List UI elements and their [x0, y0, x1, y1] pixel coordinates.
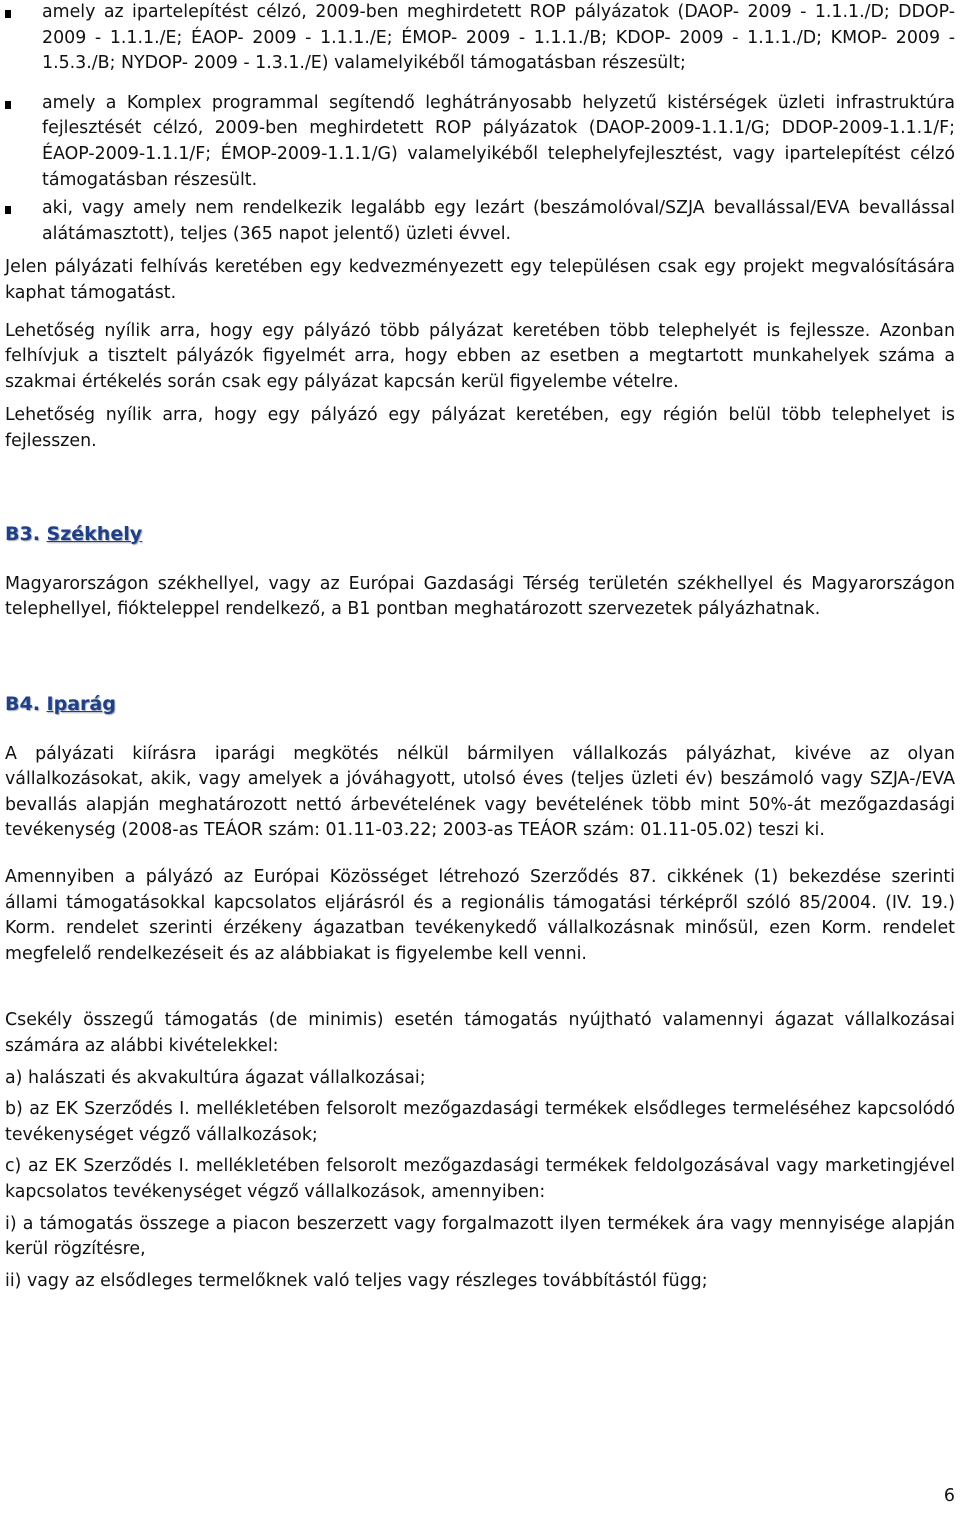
- section-number: B3.: [5, 522, 40, 545]
- section-title: Székhely: [46, 522, 143, 545]
- bullet-item: [5, 196, 955, 247]
- section-heading-b3: [5, 521, 955, 547]
- paragraph: Amennyiben a pályázó az Európai Közösséget létrehozó Szerződés 87. cikkének (1) bekezdése szerinti állami támogatásokkal kapcsolatos eljárásról és a regionális támogatási térképről szóló 85/2004. (IV. 19.) Korm. rendelet szerinti érzékeny ágazatban tevékenykedő vállalkozásnak minősül, ezen Korm. rendelet megfelelő rendelkezéseit és az alábbiakat is figyelembe kell venni.: [5, 867, 955, 964]
- list-item: c) az EK Szerződés I. mellékletében felsorolt mezőgazdasági termékek feldolgozásával vagy marketingjével kapcsolatos tevékenységet végző vállalkozások, amennyiben:: [5, 1156, 955, 1202]
- paragraph: Lehetőség nyílik arra, hogy egy pályázó egy pályázat keretében, egy régión belül több telephelyet is fejlesszen.: [5, 405, 955, 451]
- page-number: 6: [943, 1486, 955, 1506]
- square-bullet-icon: [5, 101, 11, 109]
- bullet-item: [5, 91, 955, 193]
- list-item: ii) vagy az elsődleges termelőknek való teljes vagy részleges továbbítástól függ;: [5, 1270, 708, 1291]
- paragraph: A pályázati kiírásra iparági megkötés nélkül bármilyen vállalkozás pályázhat, kivéve az olyan vállalkozásokat, akik, vagy amelyek a jóváhagyott, utolsó éves (teljes üzleti év) beszámoló vagy SZJA-/EVA bevallás alapján meghatározott nettó árbevételének vagy bevételének több mint 50%-át mezőgazdasági tevékenység (2008-as TEÁOR szám: 01.11-03.22; 2003-as TEÁOR szám: 01.11-05.02) teszi ki.: [5, 743, 955, 841]
- bullet-text: aki, vagy amely nem rendelkezik legalább egy lezárt (beszámolóval/SZJA bevallással/EVA bevallással alátámasztott), teljes (365 napot jelentő) üzleti évvel.: [42, 198, 955, 244]
- list-item: b) az EK Szerződés I. mellékletében felsorolt mezőgazdasági termékek elsődleges termeléséhez kapcsolódó tevékenységet végző vállalkozások;: [5, 1099, 955, 1145]
- list-item: a) halászati és akvakultúra ágazat vállalkozásai;: [5, 1067, 426, 1088]
- list-item: i) a támogatás összege a piacon beszerzett vagy forgalmazott ilyen termékek ára vagy mennyisége alapján kerül rögzítésre,: [5, 1213, 955, 1260]
- square-bullet-icon: [5, 10, 11, 18]
- bullet-text: amely az ipartelepítést célzó, 2009-ben meghirdetett ROP pályázatok (DAOP- 2009 - 1.1.1./D; DDOP- 2009 - 1.1.1./E; ÉAOP- 2009 - 1.1.1./E; ÉMOP- 2009 - 1.1.1./B; KDOP- 2009 - 1.1.1./D; KMOP- 2009 - 1.5.3./B; NYDOP- 2009 - 1.3.1./E) valamelyikéből támogatásban részesült;: [42, 2, 955, 74]
- paragraph: Jelen pályázati felhívás keretében egy kedvezményezett egy településen csak egy projekt megvalósítására kaphat támogatást.: [5, 257, 955, 303]
- document-page: [5, 0, 955, 1294]
- section-number: B4.: [5, 692, 40, 715]
- bullet-item: [5, 0, 955, 77]
- section-heading-b4: [5, 691, 955, 717]
- paragraph: Magyarországon székhellyel, vagy az Európai Gazdasági Térség területén székhellyel és Magyarországon telephellyel, fiókteleppel rendelkező, a B1 pontban meghatározott szervezetek pályázhatnak.: [5, 573, 955, 620]
- paragraph: Csekély összegű támogatás (de minimis) esetén támogatás nyújtható valamennyi ágazat vállalkozásai számára az alábbi kivételekkel:: [5, 1010, 955, 1057]
- bullet-text: amely a Komplex programmal segítendő leghátrányosabb helyzetű kistérségek üzleti infrastruktúra fejlesztését célzó, 2009-ben meghirdetett ROP pályázatok (DAOP-2009-1.1.1/G; DDOP-2009-1.1.1/F; ÉAOP-2009-1.1.1/F; ÉMOP-2009-1.1.1/G) valamelyikéből telephelyfejlesztést, vagy ipartelepítést célzó támogatásban részesült.: [42, 92, 955, 190]
- paragraph: Lehetőség nyílik arra, hogy egy pályázó több pályázat keretében több telephelyét is fejlessze. Azonban felhívjuk a tisztelt pályázók figyelmét arra, hogy ebben az esetben a megtartott munkahelyek száma a szakmai értékelés során csak egy pályázat kapcsán kerül figyelembe vételre.: [5, 320, 955, 392]
- section-title: Iparág: [46, 692, 116, 715]
- bullet-list: [5, 0, 955, 247]
- square-bullet-icon: [5, 206, 11, 214]
